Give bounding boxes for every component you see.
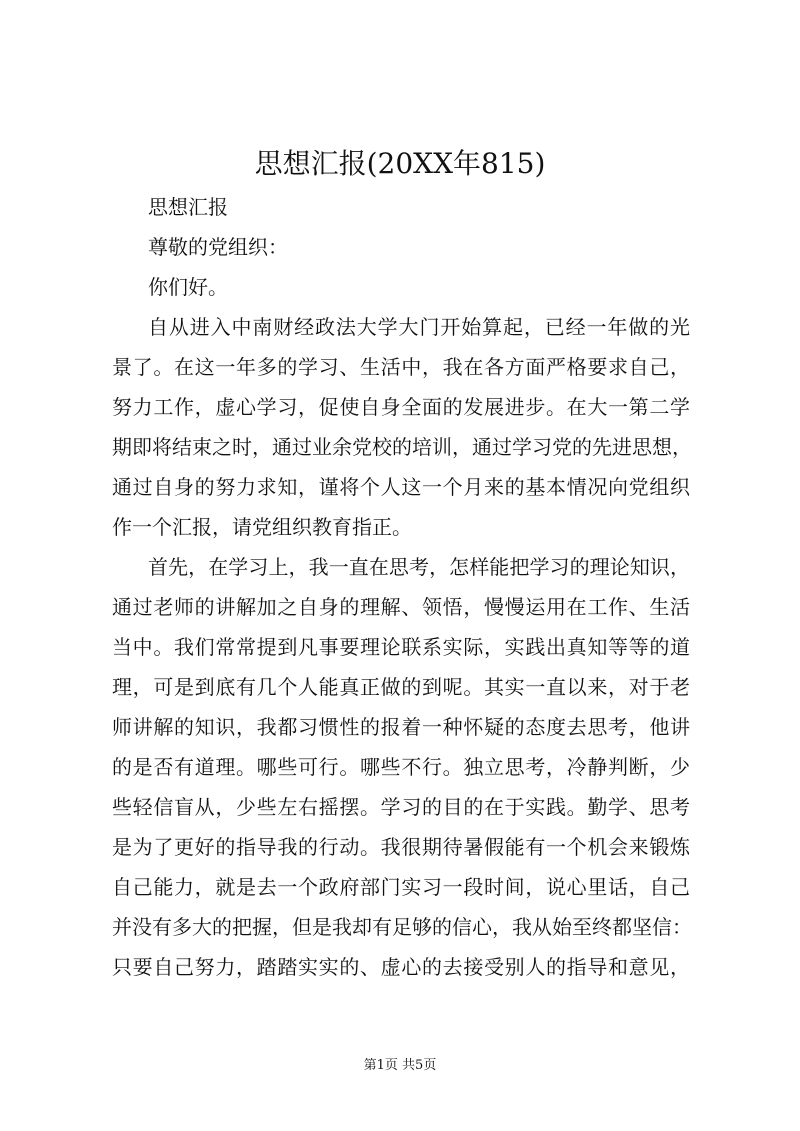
text-line: 只要自己努力，踏踏实实的、虚心的去接受别人的指导和意见， <box>112 955 690 979</box>
text-line: 理，可是到底有几个人能真正做的到呢。其实一直以来，对于老 <box>112 675 690 699</box>
text-line: 自己能力，就是去一个政府部门实习一段时间，说心里话，自己 <box>112 875 690 899</box>
heading-line: 思想汇报 <box>148 195 228 219</box>
text-line: 期即将结束之时，通过业余党校的培训，通过学习党的先进思想， <box>112 435 692 459</box>
text-line: 些轻信盲从，少些左右摇摆。学习的目的在于实践。勤学、思考 <box>112 795 690 819</box>
text-line: 当中。我们常常提到凡事要理论联系实际，实践出真知等等的道 <box>112 635 690 659</box>
text-line: 是为了更好的指导我的行动。我很期待暑假能有一个机会来锻炼 <box>112 835 690 859</box>
text-line: 景了。在这一年多的学习、生活中，我在各方面严格要求自己， <box>112 355 690 379</box>
text-line: 自从进入中南财经政法大学大门开始算起，已经一年做的光 <box>148 315 690 339</box>
salutation-line: 尊敬的党组织： <box>148 235 288 259</box>
text-line: 通过自身的努力求知，谨将个人这一个月来的基本情况向党组织 <box>112 475 690 499</box>
text-line: 并没有多大的把握，但是我却有足够的信心，我从始至终都坚信： <box>112 915 692 939</box>
text-line: 通过老师的讲解加之自身的理解、领悟，慢慢运用在工作、生活 <box>112 595 690 619</box>
greeting-line: 你们好。 <box>148 275 228 299</box>
page-footer: 第1页 共5页 <box>363 1058 437 1073</box>
text-line: 作一个汇报，请党组织教育指正。 <box>112 515 412 539</box>
text-line: 的是否有道理。哪些可行。哪些不行。独立思考，冷静判断，少 <box>112 755 690 779</box>
document-title: 思想汇报(20XX年815) <box>254 147 546 180</box>
text-line: 努力工作，虚心学习，促使自身全面的发展进步。在大一第二学 <box>112 395 690 419</box>
text-line: 首先，在学习上，我一直在思考，怎样能把学习的理论知识， <box>148 555 690 579</box>
text-line: 师讲解的知识，我都习惯性的报着一种怀疑的态度去思考，他讲 <box>112 715 690 739</box>
